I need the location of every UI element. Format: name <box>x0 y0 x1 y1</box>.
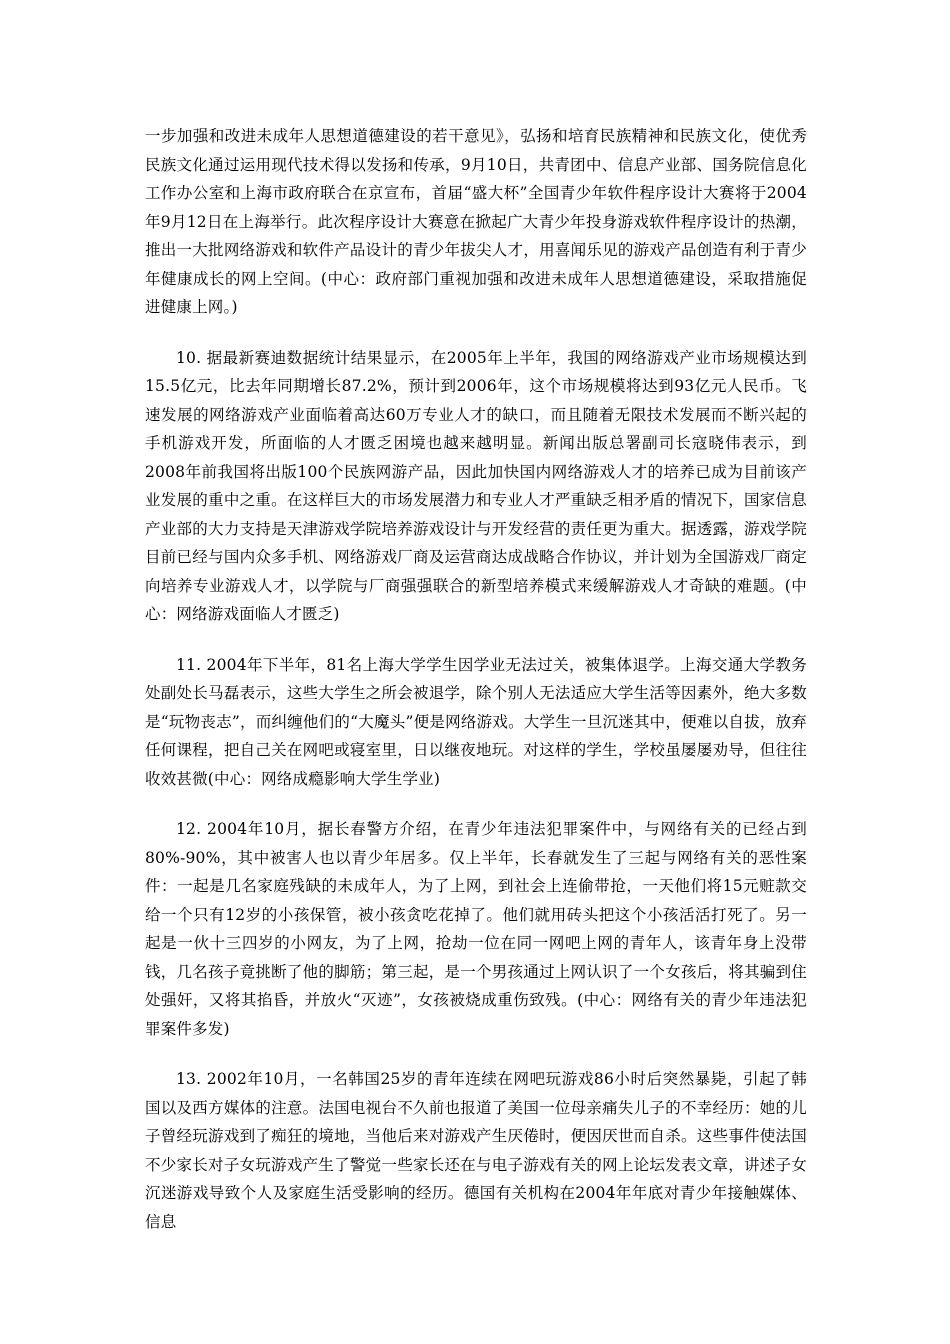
paragraph-continued-9: 一步加强和改进未成年人思想道德建设的若干意见》，弘扬和培育民族精神和民族文化，使优秀民族文化通过运用现代技术得以发扬和传承，9月10日，共青团中、信息产业部、国务院信息化工作办公室和上海市政府联合在京宣布，首届“盛大杯”全国青少年软件程序设计大赛将于2004年9月12日在上海举行。此次程序设计大赛意在掀起广大青少年投身游戏软件程序设计的热潮，推出一大批网络游戏和软件产品设计的青少年拔尖人才，用喜闻乐见的游戏产品创造有利于青少年健康成长的网上空间。(中心：政府部门重视加强和改进未成年人思想道德建设，采取措施促进健康上网。) <box>145 127 807 316</box>
paragraph-item-10: 10. 据最新赛迪数据统计结果显示，在2005年上半年，我国的网络游戏产业市场规模达到15.5亿元，比去年同期增长87.2%，预计到2006年，这个市场规模将达到93亿元人民币。飞速发展的网络游戏产业面临着高达60万专业人才的缺口，而且随着无限技术发展而不断兴起的手机游戏开发，所面临的人才匮乏困境也越来越明显。新闻出版总署副司长寇晓伟表示，到2008年前我国将出版100个民族网游产品，因此加快国内网络游戏人才的培养已成为目前该产业发展的重中之重。在这样巨大的市场发展潜力和专业人才严重缺乏相矛盾的情况下，国家信息产业部的大力支持是天津游戏学院培养游戏设计与开发经营的责任更为重大。据透露，游戏学院目前已经与国内众多手机、网络游戏厂商及运营商达成战略合作协议，并计划为全国游戏厂商定向培养专业游戏人才，以学院与厂商强强联合的新型培养模式来缓解游戏人才奇缺的难题。(中心：网络游戏面临人才匮乏) <box>145 348 807 623</box>
paragraph-item-13: 13. 2002年10月，一名韩国25岁的青年连续在网吧玩游戏86小时后突然暴毙，引起了韩国以及西方媒体的注意。法国电视台不久前也报道了美国一位母亲痛失儿子的不幸经历：她的儿子曾经玩游戏到了痴狂的境地，当他后来对游戏产生厌倦时，便因厌世而自杀。这些事件使法国不少家长对子女玩游戏产生了警觉一些家长还在与电子游戏有关的网上论坛发表文章，讲述子女沉迷游戏导致个人及家庭生活受影响的经历。德国有关机构在2004年年底对青少年接触媒体、信息 <box>145 1070 807 1231</box>
paragraph-item-12: 12. 2004年10月，据长春警方介绍，在青少年违法犯罪案件中，与网络有关的已经占到80%-90%，其中被害人也以青少年居多。仅上半年，长春就发生了三起与网络有关的恶性案件：一起是几名家庭残缺的未成年人，为了上网，到社会上连偷带抢，一天他们将15元赃款交给一个只有12岁的小孩保管，被小孩贪吃花掉了。他们就用砖头把这个小孩活活打死了。另一起是一伙十三四岁的小网友，为了上网，抢劫一位在同一网吧上网的青年人，该青年身上没带钱，几名孩子竟挑断了他的脚筋；第三起，是一个男孩通过上网认识了一个女孩后，将其骗到住处强奸，又将其掐昏，并放火“灭迹”，女孩被烧成重伤致残。(中心：网络有关的青少年违法犯罪案件多发) <box>145 820 807 1038</box>
paragraph-item-11: 11. 2004年下半年，81名上海大学学生因学业无法过关，被集体退学。上海交通大学教务处副处长马磊表示，这些大学生之所会被退学，除个别人无法适应大学生活等因素外，绝大多数是“玩物丧志”，而纠缠他们的“大魔头”便是网络游戏。大学生一旦沉迷其中，便难以自拔，放弃任何课程，把自己关在网吧或寝室里，日以继夜地玩。对这样的学生，学校虽屡屡劝导，但往往收效甚微(中心：网络成瘾影响大学生学业) <box>145 655 807 788</box>
document-page <box>145 122 807 1258</box>
